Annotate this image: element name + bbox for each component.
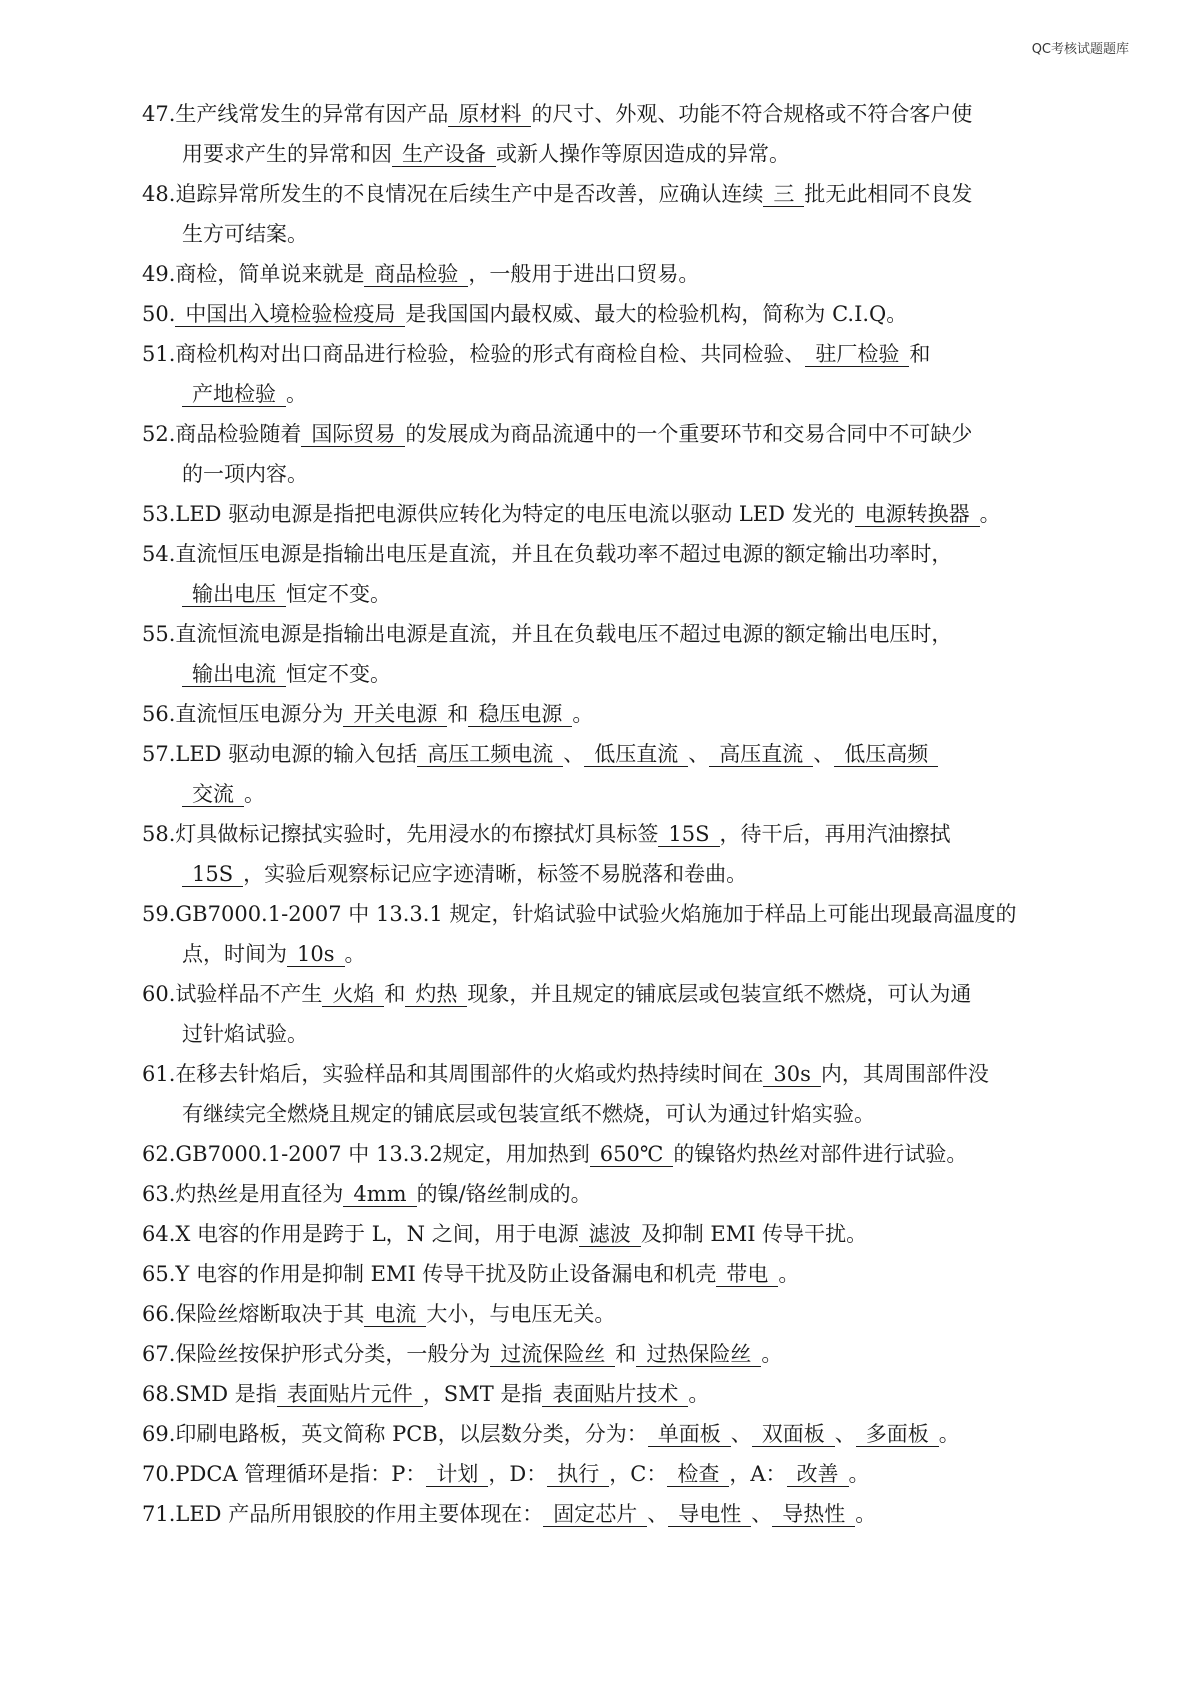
page-header-title: QC考核试题题库 (1031, 42, 1129, 57)
question-text: 追踪异常所发生的不良情况在后续生产中是否改善，应确认连续 (175, 182, 764, 206)
question-continuation-line (142, 1014, 1132, 1054)
question-line (142, 254, 1132, 294)
answer-blank: 检查 (667, 1462, 729, 1487)
question-item (142, 694, 1132, 734)
question-text: X 电容的作用是跨于 L，N 之间，用于电源 (175, 1222, 579, 1246)
question-line (142, 1214, 1132, 1254)
question-item (142, 254, 1132, 294)
answer-blank: 火焰 (322, 982, 384, 1007)
question-text: 有继续完全燃烧且规定的铺底层或包装宣纸不燃烧，可认为通过针焰实验。 (182, 1102, 875, 1126)
question-text: ，C： (609, 1462, 668, 1486)
answer-blank: 输出电压 (182, 582, 286, 607)
question-continuation-line (142, 1094, 1132, 1134)
question-text: 恒定不变。 (286, 662, 391, 686)
question-item (142, 1134, 1132, 1174)
question-continuation-line (142, 214, 1132, 254)
question-text: 的一项内容。 (182, 462, 308, 486)
answer-blank: 过流保险丝 (490, 1342, 615, 1367)
question-line (142, 1454, 1132, 1494)
question-item (142, 1454, 1132, 1494)
question-number: 57. (142, 742, 176, 766)
question-text: 的镍/铬丝制成的。 (416, 1182, 592, 1206)
answer-blank: 表面贴片元件 (277, 1382, 423, 1407)
question-item (142, 1334, 1132, 1374)
question-text: ，待干后，再用汽油擦拭 (719, 822, 951, 846)
answer-blank: 固定芯片 (543, 1502, 647, 1527)
question-item (142, 1494, 1132, 1534)
answer-blank: 多面板 (856, 1422, 939, 1447)
question-text: 。 (761, 1342, 783, 1366)
question-line (142, 1134, 1132, 1174)
question-number: 65. (142, 1262, 176, 1286)
question-line (142, 534, 1132, 574)
question-number: 68. (142, 1382, 176, 1406)
question-item (142, 1374, 1132, 1414)
question-text: LED 驱动电源是指把电源供应转化为特定的电压电流以驱动 LED 发光的 (175, 502, 855, 526)
question-text: 直流恒压电源分为 (175, 702, 344, 726)
question-continuation-line (142, 134, 1132, 174)
question-text: 灯具做标记擦拭实验时，先用浸水的布擦拭灯具标签 (175, 822, 659, 846)
question-text: 商检，简单说来就是 (175, 262, 365, 286)
question-text: 和 (447, 702, 469, 726)
question-continuation-line (142, 854, 1132, 894)
question-item (142, 974, 1132, 1054)
question-item (142, 494, 1132, 534)
question-line (142, 1054, 1132, 1094)
question-item (142, 174, 1132, 254)
question-line (142, 174, 1132, 214)
question-text: 。 (979, 502, 1001, 526)
question-text: 和 (615, 1342, 637, 1366)
question-line (142, 894, 1132, 934)
question-text: ，SMT 是指 (422, 1382, 543, 1406)
question-text: GB7000.1-2007 中 13.3.1 规定，针焰试验中试验火焰施加于样品上可能出现最高温度的 (175, 902, 1017, 926)
answer-blank: 导电性 (668, 1502, 751, 1527)
answer-blank: 10s (287, 942, 345, 967)
question-item (142, 1174, 1132, 1214)
question-number: 51. (142, 342, 176, 366)
question-text: 。 (938, 1422, 960, 1446)
question-text: 用要求产生的异常和因 (182, 142, 392, 166)
question-text: 、 (813, 742, 835, 766)
question-item (142, 614, 1132, 694)
question-item (142, 334, 1132, 414)
answer-blank: 低压高频 (834, 742, 938, 767)
question-line (142, 734, 1132, 774)
question-number: 53. (142, 502, 176, 526)
question-number: 60. (142, 982, 176, 1006)
question-text: 及抑制 EMI 传导干扰。 (640, 1222, 868, 1246)
question-number: 71. (142, 1502, 176, 1526)
question-line (142, 1174, 1132, 1214)
question-number: 66. (142, 1302, 176, 1326)
answer-blank: 双面板 (752, 1422, 835, 1447)
question-text: 是我国国内最权威、最大的检验机构，简称为 C.I.Q。 (405, 302, 908, 326)
answer-blank: 灼热 (405, 982, 467, 1007)
question-text: Y 电容的作用是抑制 EMI 传导干扰及防止设备漏电和机壳 (175, 1262, 717, 1286)
question-line (142, 1254, 1132, 1294)
question-item (142, 1254, 1132, 1294)
question-text: 。 (778, 1262, 800, 1286)
question-text: 保险丝熔断取决于其 (175, 1302, 365, 1326)
question-text: ，一般用于进出口贸易。 (468, 262, 700, 286)
question-item (142, 894, 1132, 974)
question-text: 恒定不变。 (286, 582, 391, 606)
question-text: 的尺寸、外观、功能不符合规格或不符合客户使 (531, 102, 973, 126)
question-text: 过针焰试验。 (182, 1022, 308, 1046)
question-item (142, 294, 1132, 334)
question-line (142, 334, 1132, 374)
answer-blank: 电流 (364, 1302, 426, 1327)
answer-blank: 交流 (182, 782, 244, 807)
answer-blank: 稳压电源 (468, 702, 572, 727)
question-line (142, 1334, 1132, 1374)
question-item (142, 1214, 1132, 1254)
question-text: 和 (384, 982, 406, 1006)
question-item (142, 534, 1132, 614)
answer-blank: 15S (658, 822, 719, 847)
question-text: 。 (244, 782, 265, 806)
question-text: 直流恒流电源是指输出电源是直流，并且在负载电压不超过电源的额定输出电压时， (175, 622, 953, 646)
question-continuation-line (142, 574, 1132, 614)
question-number: 70. (142, 1462, 176, 1486)
answer-blank: 国际贸易 (301, 422, 405, 447)
question-number: 69. (142, 1422, 176, 1446)
answer-blank: 单面板 (648, 1422, 731, 1447)
question-text: 商品检验随着 (175, 422, 302, 446)
question-line (142, 494, 1132, 534)
answer-blank: 15S (182, 862, 243, 887)
question-continuation-line (142, 774, 1132, 814)
question-text: 和 (909, 342, 931, 366)
question-text: 批无此相同不良发 (804, 182, 973, 206)
answer-blank: 导热性 (772, 1502, 855, 1527)
question-text: GB7000.1-2007 中 13.3.2规定，用加热到 (175, 1142, 590, 1166)
question-number: 50. (142, 302, 176, 326)
question-number: 59. (142, 902, 176, 926)
question-text: 试验样品不产生 (175, 982, 323, 1006)
question-continuation-line (142, 934, 1132, 974)
question-text: 。 (286, 382, 307, 406)
question-text: 。 (344, 942, 366, 966)
question-item (142, 814, 1132, 894)
answer-blank: 驻厂检验 (805, 342, 909, 367)
answer-blank: 650℃ (590, 1142, 674, 1167)
answer-blank: 改善 (787, 1462, 849, 1487)
answer-blank: 输出电流 (182, 662, 286, 687)
question-text: LED 驱动电源的输入包括 (175, 742, 418, 766)
question-text: 、 (688, 742, 710, 766)
question-line (142, 94, 1132, 134)
answer-blank: 生产设备 (392, 142, 496, 167)
question-item (142, 414, 1132, 494)
answer-blank: 带电 (716, 1262, 778, 1287)
question-text: 、 (563, 742, 585, 766)
question-number: 55. (142, 622, 176, 646)
question-continuation-line (142, 454, 1132, 494)
answer-blank: 产地检验 (182, 382, 286, 407)
question-text: 直流恒压电源是指输出电压是直流，并且在负载功率不超过电源的额定输出功率时， (175, 542, 953, 566)
answer-blank: 原材料 (448, 102, 531, 127)
question-line (142, 1414, 1132, 1454)
question-text: 保险丝按保护形式分类，一般分为 (175, 1342, 491, 1366)
answer-blank: 中国出入境检验检疫局 (175, 302, 405, 327)
question-text: 。 (572, 702, 594, 726)
question-number: 48. (142, 182, 176, 206)
question-number: 52. (142, 422, 176, 446)
question-item (142, 1294, 1132, 1334)
question-text: 生方可结案。 (182, 222, 308, 246)
question-text: 、 (647, 1502, 669, 1526)
answer-blank: 开关电源 (343, 702, 447, 727)
question-text: 、 (751, 1502, 773, 1526)
answer-blank: 执行 (547, 1462, 609, 1487)
answer-blank: 30s (763, 1062, 821, 1087)
question-text: 。 (855, 1502, 877, 1526)
question-text: ，D： (488, 1462, 548, 1486)
question-text: 大小，与电压无关。 (426, 1302, 616, 1326)
answer-blank: 高压直流 (709, 742, 813, 767)
question-number: 61. (142, 1062, 176, 1086)
answer-blank: 计划 (426, 1462, 488, 1487)
question-text: ，A： (729, 1462, 787, 1486)
question-text: 。 (848, 1462, 870, 1486)
question-text: PDCA 管理循环是指：P： (175, 1462, 427, 1486)
question-line (142, 974, 1132, 1014)
question-number: 67. (142, 1342, 176, 1366)
question-text: 的镍铬灼热丝对部件进行试验。 (673, 1142, 968, 1166)
question-number: 58. (142, 822, 176, 846)
question-number: 56. (142, 702, 176, 726)
answer-blank: 4mm (343, 1182, 416, 1207)
question-text: 商检机构对出口商品进行检验，检验的形式有商检自检、共同检验、 (175, 342, 806, 366)
question-item (142, 1054, 1132, 1134)
question-item (142, 94, 1132, 174)
question-text: 在移去针焰后，实验样品和其周围部件的火焰或灼热持续时间在 (175, 1062, 764, 1086)
question-text: SMD 是指 (175, 1382, 277, 1406)
question-text: 的发展成为商品流通中的一个重要环节和交易合同中不可缺少 (405, 422, 973, 446)
question-text: 灼热丝是用直径为 (175, 1182, 344, 1206)
answer-blank: 滤波 (579, 1222, 641, 1247)
question-line (142, 1494, 1132, 1534)
question-line (142, 694, 1132, 734)
question-line (142, 414, 1132, 454)
answer-blank: 表面贴片技术 (542, 1382, 688, 1407)
question-text: 印刷电路板，英文简称 PCB，以层数分类，分为： (175, 1422, 648, 1446)
question-line (142, 614, 1132, 654)
answer-blank: 三 (763, 182, 804, 207)
question-list (142, 94, 1132, 1534)
answer-blank: 商品检验 (364, 262, 468, 287)
question-text: ，实验后观察标记应字迹清晰，标签不易脱落和卷曲。 (243, 862, 748, 886)
question-line (142, 294, 1132, 334)
question-item (142, 734, 1132, 814)
question-number: 49. (142, 262, 176, 286)
question-line (142, 1294, 1132, 1334)
question-text: 或新人操作等原因造成的异常。 (496, 142, 790, 166)
answer-blank: 过热保险丝 (636, 1342, 761, 1367)
question-number: 63. (142, 1182, 176, 1206)
answer-blank: 低压直流 (584, 742, 688, 767)
question-text: 现象，并且规定的铺底层或包装宣纸不燃烧，可认为通 (467, 982, 972, 1006)
question-text: 、 (834, 1422, 856, 1446)
question-number: 47. (142, 102, 176, 126)
question-line (142, 814, 1132, 854)
question-number: 62. (142, 1142, 176, 1166)
question-line (142, 1374, 1132, 1414)
question-continuation-line (142, 654, 1132, 694)
question-text: LED 产品所用银胶的作用主要体现在： (175, 1502, 544, 1526)
question-text: 点，时间为 (182, 942, 287, 966)
question-number: 54. (142, 542, 176, 566)
question-item (142, 1414, 1132, 1454)
answer-blank: 高压工频电流 (417, 742, 563, 767)
question-text: 、 (730, 1422, 752, 1446)
question-text: 。 (688, 1382, 710, 1406)
question-text: 生产线常发生的异常有因产品 (175, 102, 449, 126)
question-continuation-line (142, 374, 1132, 414)
question-text: 内，其周围部件没 (820, 1062, 989, 1086)
answer-blank: 电源转换器 (855, 502, 980, 527)
question-number: 64. (142, 1222, 176, 1246)
